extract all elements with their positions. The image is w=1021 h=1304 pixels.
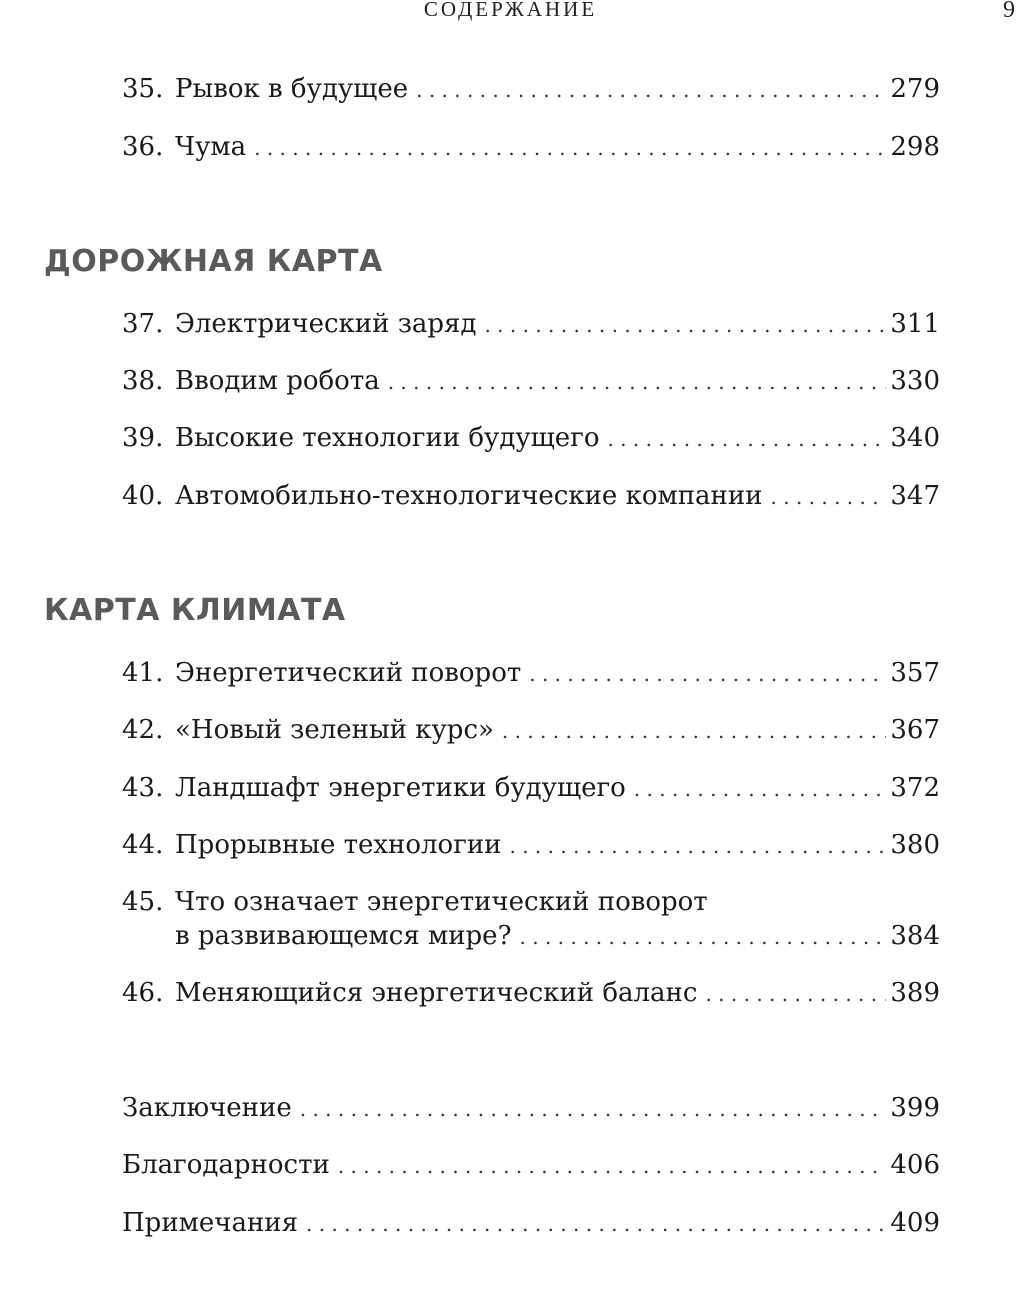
toc-entry-46[interactable] <box>122 976 940 1010</box>
entry-number: 42. <box>122 715 164 745</box>
entry-title: Электрический заряд <box>175 309 477 339</box>
entry-title: «Новый зеленый курс» <box>175 715 494 745</box>
toc-entry-43[interactable] <box>122 771 940 805</box>
entry-page: 406 <box>890 1150 940 1180</box>
entry-title: Меняющийся энергетический баланс <box>175 978 698 1008</box>
entry-title: Что означает энергетический поворот <box>175 887 708 917</box>
toc-entry-38[interactable] <box>122 364 940 398</box>
entry-title: Вводим робота <box>175 366 380 396</box>
entry-title: Примечания <box>122 1208 299 1238</box>
entry-page: 357 <box>890 658 940 688</box>
section-heading-roadmap: ДОРОЖНАЯ КАРТА <box>44 244 383 279</box>
dot-leader <box>338 1149 887 1183</box>
dot-leader <box>416 73 886 107</box>
entry-page: 409 <box>890 1208 940 1238</box>
dot-leader <box>306 1207 886 1241</box>
entry-title: Высокие технологии будущего <box>175 423 600 453</box>
entry-number: 46. <box>122 978 164 1008</box>
toc-entry-35[interactable] <box>122 72 940 106</box>
entry-page: 347 <box>890 481 940 511</box>
entry-page: 279 <box>890 74 940 104</box>
dot-leader <box>607 422 886 456</box>
dot-leader <box>771 480 887 514</box>
entry-title: Чума <box>175 132 247 162</box>
entry-page: 298 <box>890 132 940 162</box>
toc-entry-42[interactable] <box>122 713 940 747</box>
dot-leader <box>484 308 886 342</box>
toc-entry-40[interactable] <box>122 479 940 513</box>
entry-page: 389 <box>890 978 940 1008</box>
dot-leader <box>388 365 887 399</box>
entry-number: 44. <box>122 830 164 860</box>
toc-entry-41[interactable] <box>122 656 940 690</box>
toc-entry-36[interactable] <box>122 130 940 164</box>
entry-page: 372 <box>890 773 940 803</box>
entry-number: 35. <box>122 74 164 104</box>
dot-leader <box>705 977 886 1011</box>
dot-leader <box>634 772 887 806</box>
entry-title-continued: в развивающемся мире? <box>175 921 512 951</box>
entry-page: 330 <box>890 366 940 396</box>
page-number: 9 <box>1003 0 1015 23</box>
entry-number: 40. <box>122 481 164 511</box>
toc-entry-37[interactable] <box>122 307 940 341</box>
entry-title: Благодарности <box>122 1150 330 1180</box>
section-heading-climate: КАРТА КЛИМАТА <box>44 593 346 628</box>
entry-number: 36. <box>122 132 164 162</box>
entry-page: 384 <box>890 921 940 951</box>
toc-entry-39[interactable] <box>122 421 940 455</box>
entry-title: Прорывные технологии <box>175 830 502 860</box>
dot-leader <box>529 657 886 691</box>
entry-page: 367 <box>890 715 940 745</box>
entry-number: 41. <box>122 658 164 688</box>
entry-page: 399 <box>890 1093 940 1123</box>
toc-entry-44[interactable] <box>122 828 940 862</box>
dot-leader <box>510 829 887 863</box>
toc-entry-45[interactable] <box>122 885 940 953</box>
entry-number: 37. <box>122 309 164 339</box>
entry-number: 43. <box>122 773 164 803</box>
entry-page: 380 <box>890 830 940 860</box>
dot-leader <box>254 131 886 165</box>
entry-number: 45. <box>122 887 164 917</box>
dot-leader <box>300 1092 887 1126</box>
toc-entry-notes[interactable] <box>122 1206 940 1240</box>
running-head: СОДЕРЖАНИЕ <box>423 0 598 21</box>
entry-number: 38. <box>122 366 164 396</box>
entry-page: 340 <box>890 423 940 453</box>
entry-title: Автомобильно-технологические компании <box>175 481 763 511</box>
toc-entry-conclusion[interactable] <box>122 1091 940 1125</box>
entry-number: 39. <box>122 423 164 453</box>
dot-leader <box>502 714 886 748</box>
toc-entry-acknowledgements[interactable] <box>122 1148 940 1182</box>
entry-title: Энергетический поворот <box>175 658 522 688</box>
dot-leader <box>520 920 887 954</box>
entry-page: 311 <box>890 309 940 339</box>
entry-title: Заключение <box>122 1093 292 1123</box>
entry-title: Рывок в будущее <box>175 74 409 104</box>
entry-title: Ландшафт энергетики будущего <box>175 773 626 803</box>
